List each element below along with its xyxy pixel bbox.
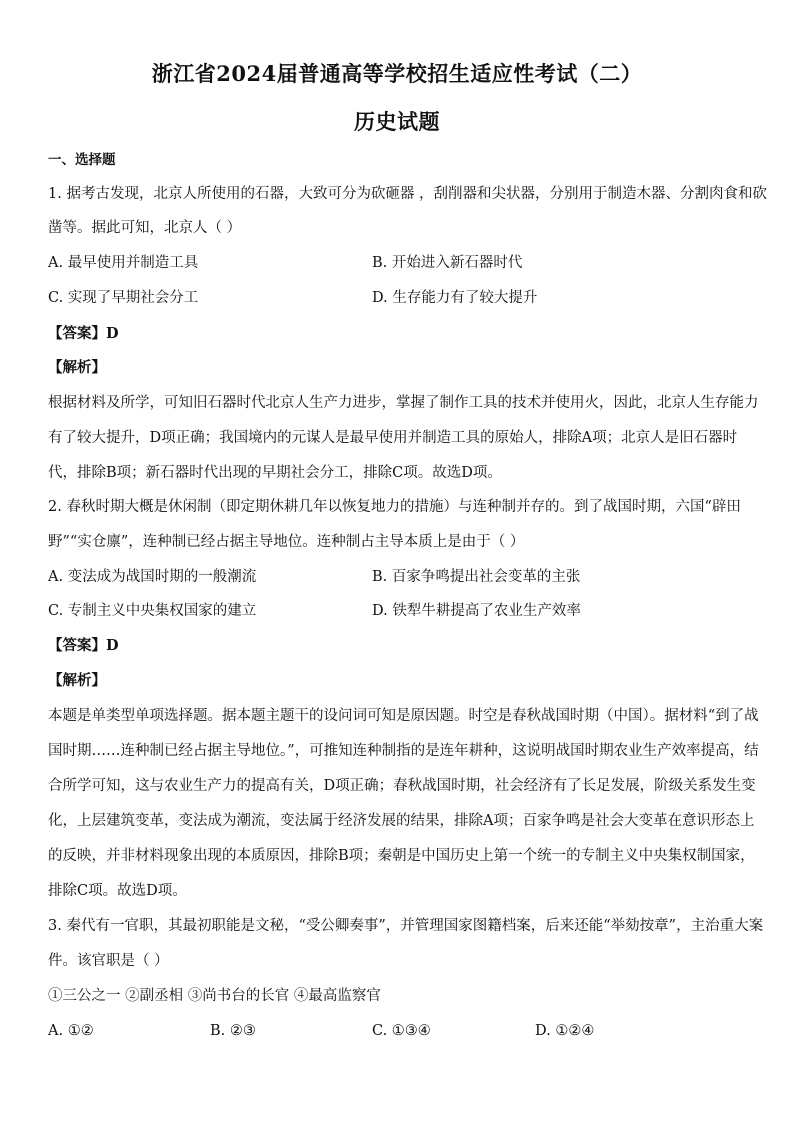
analysis-text: 排除C项。故选D项。 bbox=[48, 883, 187, 899]
option-c: C. ①③④ bbox=[372, 1023, 431, 1039]
option-d: D. 铁犁牛耕提高了农业生产效率 bbox=[372, 603, 581, 619]
answer-label: 【答案】D bbox=[48, 637, 119, 654]
analysis-text: 国时期……连种制已经占据主导地位。”，可推知连种制指的是连年耕种，这说明战国时期农业生产效率提高，结 bbox=[48, 743, 759, 759]
option-d: D. ①②④ bbox=[535, 1023, 595, 1039]
analysis-text: 本题是单类型单项选择题。据本题主题干的设问词可知是原因题。时空是春秋战国时期（中国）。据材料“到了战 bbox=[48, 708, 759, 724]
option-a: A. ①② bbox=[48, 1023, 94, 1039]
question-stem: 2. 春秋时期大概是休闲制（即定期休耕几年以恢复地力的措施）与连种制并存的。到了战国时期，六国“辟田 bbox=[48, 499, 741, 515]
analysis-text: 合所学可知，这与农业生产力的提高有关，D项正确；春秋战国时期，社会经济有了长足发展，阶级关系发生变 bbox=[48, 778, 756, 794]
option-c: C. 专制主义中央集权国家的建立 bbox=[48, 603, 257, 619]
question-stem: 野”“实仓廪”，连种制已经占据主导地位。连种制占主导本质上是由于（ ） bbox=[48, 534, 525, 550]
question-stem: 3. 秦代有一官职，其最初职能是文秘，“受公卿奏事”，并管理国家图籍档案，后来还能“举劾按章”，主治重大案 bbox=[48, 918, 764, 934]
option-b: B. ②③ bbox=[210, 1023, 256, 1039]
analysis-text: 代，排除B项；新石器时代出现的早期社会分工，排除C项。故选D项。 bbox=[48, 465, 502, 481]
question-stem: 件。该官职是（ ） bbox=[48, 953, 169, 969]
exam-subtitle: 历史试题 bbox=[354, 109, 440, 134]
question-stem: 凿等。据此可知，北京人（ ） bbox=[48, 220, 242, 236]
option-b: B. 开始进入新石器时代 bbox=[372, 255, 523, 271]
analysis-label: 【解析】 bbox=[48, 359, 106, 376]
question-stem: 1. 据考古发现，北京人所使用的石器，大致可分为砍砸器 ，刮削器和尖状器，分别用于制造木器、分割肉食和砍 bbox=[48, 186, 768, 202]
exam-title: 浙江省2024届普通高等学校招生适应性考试（二） bbox=[151, 61, 643, 86]
analysis-text: 根据材料及所学，可知旧石器时代北京人生产力进步，掌握了制作工具的技术并使用火，因此，北京人生存能力 bbox=[48, 395, 759, 411]
analysis-text: 化，上层建筑变革，变法成为潮流，变法属于经济发展的结果，排除A项；百家争鸣是社会大变革在意识形态上 bbox=[48, 813, 755, 829]
option-a: A. 最早使用并制造工具 bbox=[48, 255, 199, 271]
option-a: A. 变法成为战国时期的一般潮流 bbox=[48, 569, 257, 585]
option-d: D. 生存能力有了较大提升 bbox=[372, 290, 538, 306]
analysis-text: 有了较大提升，D项正确；我国境内的元谋人是最早使用并制造工具的原始人，排除A项；北京人是旧石器时 bbox=[48, 430, 738, 446]
option-c: C. 实现了早期社会分工 bbox=[48, 290, 199, 306]
analysis-text: 的反映，并非材料现象出现的本质原因，排除B项；秦朝是中国历史上第一个统一的专制主义中央集权制国家， bbox=[48, 848, 755, 864]
choice-list: ①三公之一 ②副丞相 ③尚书台的长官 ④最高监察官 bbox=[48, 988, 381, 1004]
option-b: B. 百家争鸣提出社会变革的主张 bbox=[372, 569, 581, 585]
answer-label: 【答案】D bbox=[48, 325, 119, 342]
section-heading: 一、选择题 bbox=[48, 152, 116, 168]
analysis-label: 【解析】 bbox=[48, 672, 106, 689]
